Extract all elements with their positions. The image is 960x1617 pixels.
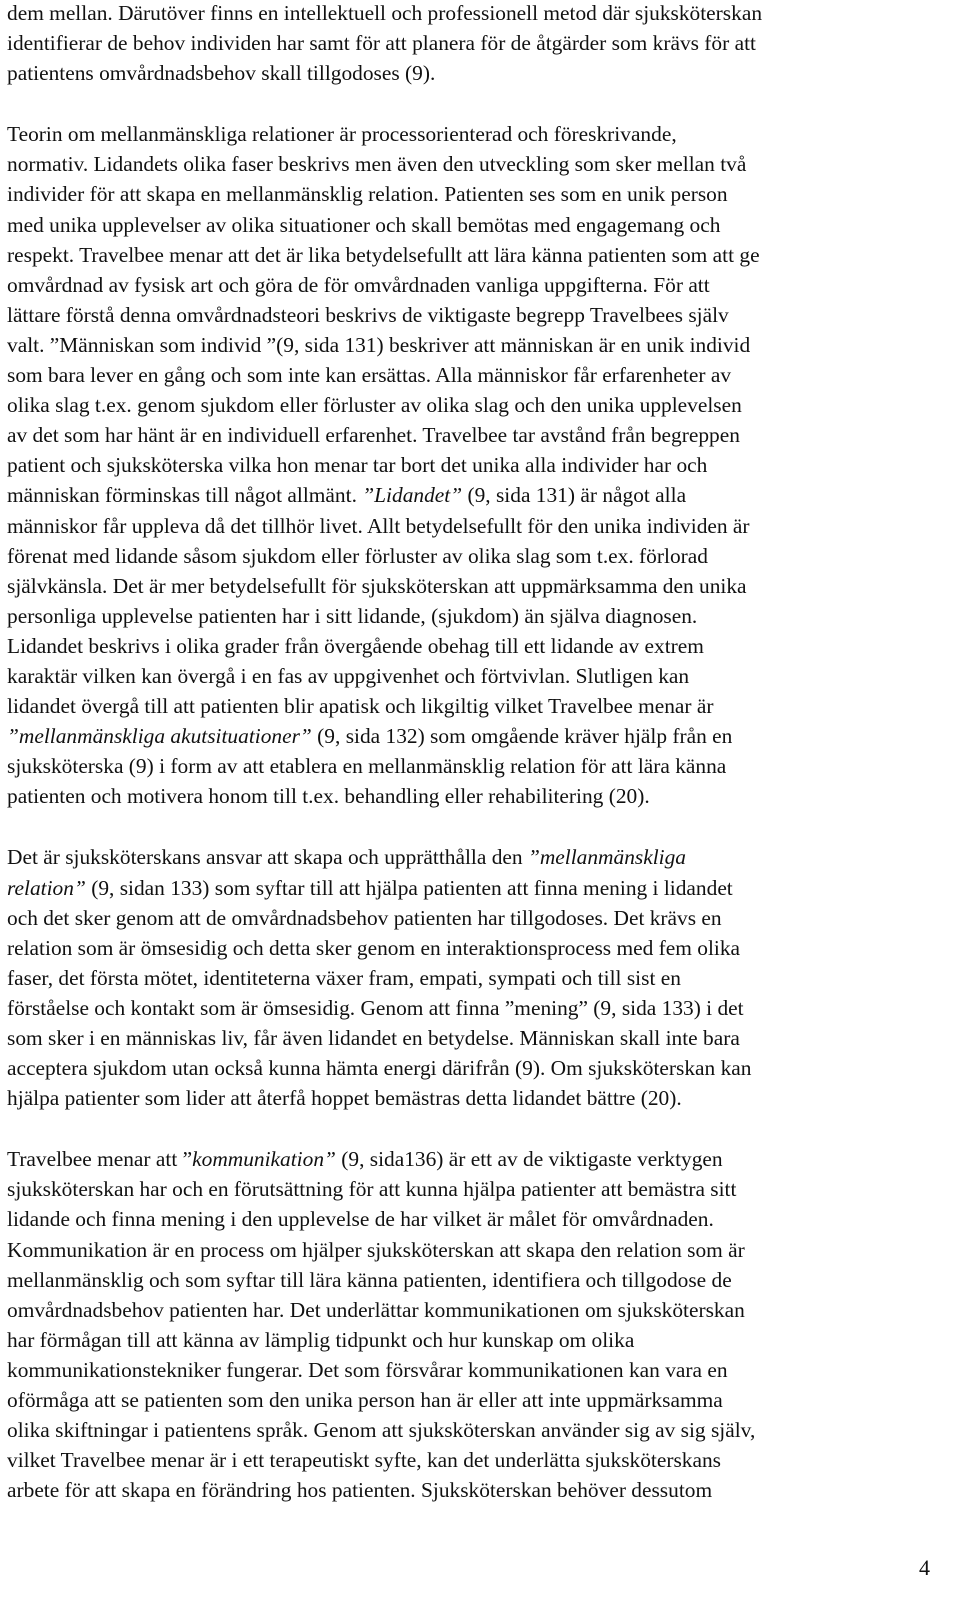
text-line — [7, 993, 932, 1023]
text-line — [7, 1445, 932, 1475]
text-run: Det är sjuksköterskans ansvar att skapa och upprätthålla den — [7, 845, 528, 870]
paragraph-gap — [7, 1113, 932, 1144]
text-run: Lidandet beskrivs i olika grader från övergående obehag till ett lidande av extrem — [7, 633, 704, 658]
text-line — [7, 933, 932, 963]
italic-term: ”Lidandet” — [362, 483, 463, 508]
text-line — [7, 691, 932, 721]
text-line — [7, 1174, 932, 1204]
text-line — [7, 480, 932, 510]
text-line — [7, 903, 932, 933]
text-line — [7, 210, 932, 240]
text-run: valt. ”Människan som individ ”(9, sida 131) beskriver att människan är en unik individ — [7, 332, 751, 357]
text-line — [7, 300, 932, 330]
text-line — [7, 1475, 932, 1505]
text-run: respekt. Travelbee menar att det är lika betydelsefullt att lära känna patienten som att ge — [7, 242, 760, 267]
text-run: acceptera sjukdom utan också kunna hämta energi därifrån (9). Om sjuksköterskan kan — [7, 1056, 752, 1081]
text-line — [7, 661, 932, 691]
text-run: omvårdnad av fysisk art och göra de för omvårdnaden vanliga uppgifterna. För att — [7, 272, 710, 297]
text-run: Travelbee menar att ” — [7, 1147, 193, 1172]
text-line — [7, 1144, 932, 1174]
text-run: identifierar de behov individen har samt för att planera för de åtgärder som krävs för att — [7, 31, 756, 56]
text-run: (9, sidan 133) som syftar till att hjälpa patienten att finna mening i lidandet — [85, 875, 733, 900]
text-line — [7, 240, 932, 270]
text-run: människan förminskas till något allmänt. — [7, 483, 363, 508]
text-line — [7, 28, 932, 58]
text-run: arbete för att skapa en förändring hos patienten. Sjuksköterskan behöver dessutom — [7, 1478, 713, 1503]
text-line — [7, 58, 932, 88]
text-run: patientens omvårdnadsbehov skall tillgodoses (9). — [7, 61, 436, 86]
text-line — [7, 1204, 932, 1234]
text-run: förståelse och kontakt som är ömsesidig. Genom att finna ”mening” (9, sida 133) i det — [7, 995, 744, 1020]
text-run: som bara lever en gång och som inte kan ersättas. Alla människor får erfarenheter av — [7, 363, 732, 388]
text-line — [7, 1023, 932, 1053]
text-run: relation som är ömsesidig och detta sker genom en interaktionsprocess med fem olika — [7, 935, 741, 960]
text-line — [7, 541, 932, 571]
text-run: lidandet övergå till att patienten blir apatisk och likgiltig vilket Travelbee menar är — [7, 694, 714, 719]
italic-term: ”mellanmänskliga akutsituationer” — [7, 724, 312, 749]
text-run: förenat med lidande såsom sjukdom eller förluster av olika slag som t.ex. förlorad — [7, 543, 708, 568]
text-run: dem mellan. Därutöver finns en intellektuell och professionell metod där sjuksköterskan — [7, 1, 763, 25]
text-run: oförmåga att se patienten som den unika person han är eller att inte uppmärksamma — [7, 1388, 723, 1413]
italic-term: kommunikation” — [192, 1147, 336, 1172]
text-line — [7, 873, 932, 903]
text-run: lättare förstå denna omvårdnadsteori beskrivs de viktigaste begrepp Travelbees själv — [7, 302, 729, 327]
text-run: personliga upplevelse patienten har i sitt lidande, (sjukdom) än själva diagnosen. — [7, 603, 698, 628]
text-line — [7, 119, 932, 149]
text-line — [7, 721, 932, 751]
text-line — [7, 1235, 932, 1265]
text-line — [7, 179, 932, 209]
text-line — [7, 1083, 932, 1113]
text-line — [7, 450, 932, 480]
text-line — [7, 631, 932, 661]
text-run: självkänsla. Det är mer betydelsefullt för sjuksköterskan att uppmärksamma den unika — [7, 573, 747, 598]
text-line — [7, 390, 932, 420]
text-line — [7, 601, 932, 631]
italic-term: ”mellanmänskliga — [527, 845, 686, 870]
text-run: människor får uppleva då det tillhör livet. Allt betydelsefullt för den unika individen är — [7, 513, 750, 538]
text-run: mellanmänsklig och som syftar till lära känna patienten, identifiera och tillgodose de — [7, 1267, 732, 1292]
text-run: olika skiftningar i patientens språk. Genom att sjuksköterskan använder sig av sig själv, — [7, 1418, 756, 1443]
text-run: kommunikationstekniker fungerar. Det som försvårar kommunikationen kan vara en — [7, 1357, 728, 1382]
text-line — [7, 963, 932, 993]
italic-term: relation” — [7, 875, 86, 900]
paragraph-2 — [7, 119, 932, 811]
text-line — [7, 751, 932, 781]
text-run: individer för att skapa en mellanmänsklig relation. Patienten ses som en unik person — [7, 182, 728, 207]
text-run: vilket Travelbee menar är i ett terapeutiskt syfte, kan det underlätta sjuksköterskans — [7, 1448, 722, 1473]
text-line — [7, 1385, 932, 1415]
page-number: 4 — [919, 1555, 930, 1580]
text-line — [7, 842, 932, 872]
text-line — [7, 360, 932, 390]
text-line — [7, 0, 932, 28]
text-run: karaktär vilken kan övergå i en fas av uppgivenhet och förtvivlan. Slutligen kan — [7, 663, 690, 688]
text-run: och det sker genom att de omvårdnadsbehov patienten har tillgodoses. Det krävs en — [7, 905, 722, 930]
text-run: hjälpa patienter som lider att återfå hoppet bemästras detta lidandet bättre (20). — [7, 1086, 682, 1111]
text-line — [7, 1355, 932, 1385]
text-run: patienten och motivera honom till t.ex. behandling eller rehabilitering (20). — [7, 784, 650, 809]
text-run: faser, det första mötet, identiteterna växer fram, empati, sympati och till sist en — [7, 965, 681, 990]
text-line — [7, 270, 932, 300]
text-run: lidande och finna mening i den upplevelse de har vilket är målet för omvårdnaden. — [7, 1207, 714, 1232]
paragraph-3 — [7, 842, 932, 1113]
text-line — [7, 1325, 932, 1355]
text-run: som sker i en människas liv, får även lidandet en betydelse. Människan skall inte bara — [7, 1026, 740, 1050]
paragraph-4 — [7, 1144, 932, 1505]
text-run: patient och sjuksköterska vilka hon menar tar bort det unika alla individer har och — [7, 453, 708, 478]
text-run: omvårdnadsbehov patienten har. Det underlättar kommunikationen om sjuksköterskan — [7, 1297, 745, 1322]
text-run: av det som har hänt är en individuell erfarenhet. Travelbee tar avstånd från begreppen — [7, 423, 740, 448]
text-line — [7, 1053, 932, 1083]
paragraph-gap — [7, 811, 932, 842]
text-line — [7, 330, 932, 360]
text-run: sjuksköterska (9) i form av att etablera en mellanmänsklig relation för att lära känna — [7, 754, 727, 779]
text-line — [7, 149, 932, 179]
paragraph-1 — [7, 0, 932, 88]
text-run: normativ. Lidandets olika faser beskrivs men även den utveckling som sker mellan två — [7, 152, 747, 177]
text-run: (9, sida 132) som omgående kräver hjälp från en — [311, 724, 733, 749]
text-run: Kommunikation är en process om hjälper sjuksköterskan att skapa den relation som är — [7, 1237, 745, 1262]
text-run: sjuksköterskan har och en förutsättning för att kunna hjälpa patienter att bemästra sitt — [7, 1177, 737, 1202]
text-line — [7, 511, 932, 541]
text-run: (9, sida136) är ett av de viktigaste verktygen — [335, 1147, 723, 1172]
text-line — [7, 571, 932, 601]
text-line — [7, 1295, 932, 1325]
text-run: med unika upplevelser av olika situationer och skall bemötas med engagemang och — [7, 212, 721, 237]
text-run: (9, sida 131) är något alla — [462, 483, 687, 508]
text-run: har förmågan till att känna av lämplig tidpunkt och hur kunskap om olika — [7, 1327, 635, 1352]
text-line — [7, 781, 932, 811]
text-run: Teorin om mellanmänskliga relationer är processorienterad och föreskrivande, — [7, 122, 677, 147]
paragraph-gap — [7, 88, 932, 119]
text-line — [7, 1265, 932, 1295]
document-page — [7, 0, 932, 1505]
text-run: olika slag t.ex. genom sjukdom eller förluster av olika slag och den unika upplevelsen — [7, 393, 742, 418]
text-line — [7, 1415, 932, 1445]
text-line — [7, 420, 932, 450]
